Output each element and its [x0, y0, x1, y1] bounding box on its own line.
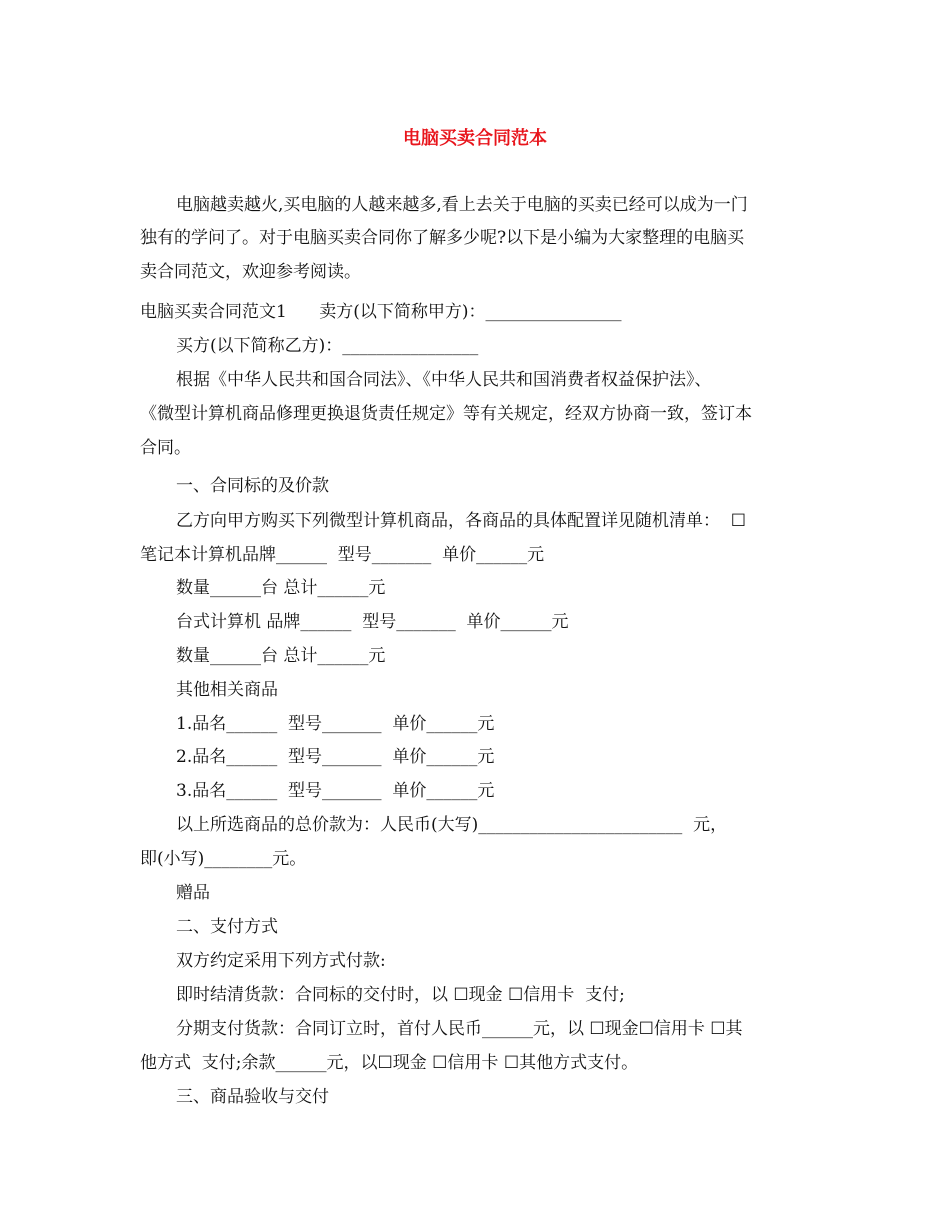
payment-installment-line-1: 分期支付货款：合同订立时，首付人民币______元，以 ☐现金☐信用卡 ☐其 — [176, 1019, 743, 1039]
total-line-2: 即(小写)________元。 — [140, 849, 307, 869]
laptop-qty-line: 数量______台 总计______元 — [176, 578, 386, 598]
section-2-heading: 二、支付方式 — [176, 917, 278, 937]
desktop-line: 台式计算机 品牌______ 型号_______ 单价______元 — [176, 612, 569, 632]
basis-line-1: 根据《中华人民共和国合同法》、《中华人民共和国消费者权益保护法》、 — [176, 370, 712, 390]
intro-line-2: 独有的学问了。对于电脑买卖合同你了解多少呢?以下是小编为大家整理的电脑买 — [140, 228, 745, 248]
other-goods-line: 其他相关商品 — [176, 680, 278, 700]
basis-line-3: 合同。 — [140, 438, 191, 458]
payment-intro-line: 双方约定采用下列方式付款: — [176, 951, 386, 971]
document-title: 电脑买卖合同范本 — [403, 128, 547, 149]
item-1-line: 1.品名______ 型号_______ 单价______元 — [176, 714, 495, 734]
intro-line-1: 电脑越卖越火,买电脑的人越来越多,看上去关于电脑的买卖已经可以成为一门 — [176, 195, 748, 215]
seller-line: 电脑买卖合同范文1 卖方(以下简称甲方)：________________ — [140, 302, 622, 322]
total-line-1: 以上所选商品的总价款为：人民币(大写)________________________ 元， — [176, 815, 728, 835]
desktop-qty-line: 数量______台 总计______元 — [176, 646, 386, 666]
laptop-line: 笔记本计算机品牌______ 型号_______ 单价______元 — [140, 545, 545, 565]
item-2-line: 2.品名______ 型号_______ 单价______元 — [176, 747, 495, 767]
payment-installment-line-2: 他方式 支付;余款______元，以☐现金 ☐信用卡 ☐其他方式支付。 — [140, 1053, 639, 1073]
buyer-line: 买方(以下简称乙方)：________________ — [176, 336, 479, 356]
purchase-line-1: 乙方向甲方购买下列微型计算机商品，各商品的具体配置详见随机清单： ☐ — [176, 511, 747, 531]
intro-line-3: 卖合同范文，欢迎参考阅读。 — [140, 262, 361, 282]
section-1-heading: 一、合同标的及价款 — [176, 476, 329, 496]
basis-line-2: 《微型计算机商品修理更换退货责任规定》等有关规定，经双方协商一致，签订本 — [140, 404, 752, 424]
payment-immediate-line: 即时结清货款：合同标的交付时，以 ☐现金 ☐信用卡 支付; — [176, 985, 625, 1005]
item-3-line: 3.品名______ 型号_______ 单价______元 — [176, 781, 495, 801]
section-3-heading: 三、商品验收与交付 — [176, 1087, 329, 1107]
gift-line: 赠品 — [176, 883, 210, 903]
